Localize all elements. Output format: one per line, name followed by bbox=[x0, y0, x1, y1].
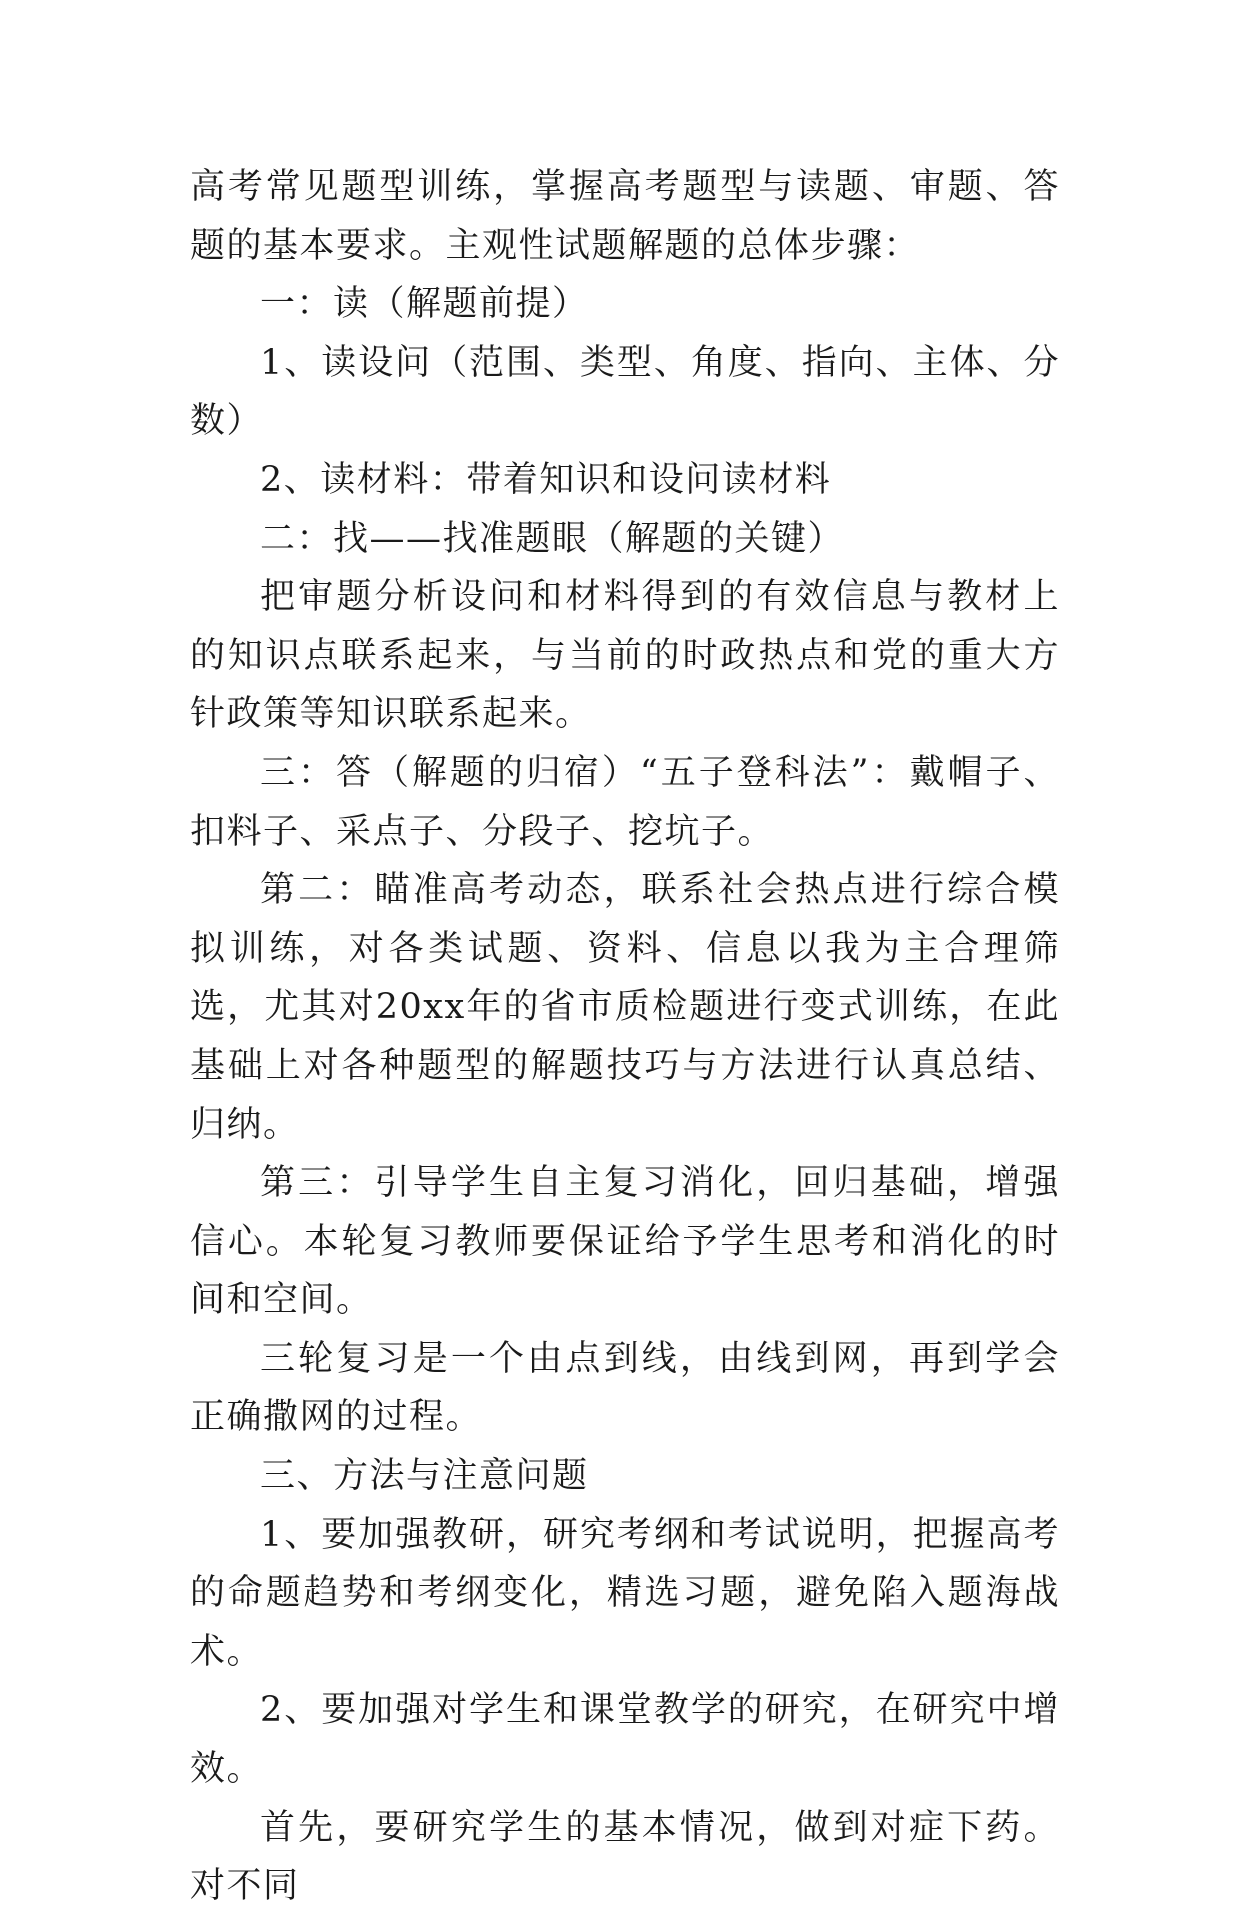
paragraph: 1、要加强教研，研究考纲和考试说明，把握高考的命题趋势和考纲变化，精选习题，避免陷入题海战术。 bbox=[190, 1514, 1060, 1672]
paragraph: 三轮复习是一个由点到线，由线到网，再到学会正确撒网的过程。 bbox=[190, 1338, 1060, 1438]
paragraph: 三：答（解题的归宿）“五子登科法”：戴帽子、扣料子、采点子、分段子、挖坑子。 bbox=[190, 752, 1060, 852]
paragraph: 1、读设问（范围、类型、角度、指向、主体、分数） bbox=[190, 342, 1060, 442]
paragraph: 第二：瞄准高考动态，联系社会热点进行综合模拟训练，对各类试题、资料、信息以我为主合理筛选，尤其对20xx年的省市质检题进行变式训练，在此基础上对各种题型的解题技巧与方法进行认真总结、归纳。 bbox=[190, 870, 1060, 1145]
paragraph: 二：找——找准题眼（解题的关键） bbox=[260, 518, 845, 559]
paragraph: 2、要加强对学生和课堂教学的研究，在研究中增效。 bbox=[190, 1690, 1060, 1790]
paragraph: 2、读材料：带着知识和设问读材料 bbox=[260, 459, 832, 500]
paragraph: 高考常见题型训练，掌握高考题型与读题、审题、答题的基本要求。主观性试题解题的总体步骤： bbox=[190, 167, 1060, 266]
document-body bbox=[190, 158, 1060, 1916]
paragraph: 三、方法与注意问题 bbox=[260, 1456, 589, 1497]
paragraph: 把审题分析设问和材料得到的有效信息与教材上的知识点联系起来，与当前的时政热点和党的重大方针政策等知识联系起来。 bbox=[190, 577, 1060, 735]
paragraph: 一：读（解题前提） bbox=[260, 284, 589, 325]
paragraph: 首先，要研究学生的基本情况，做到对症下药。对不同 bbox=[190, 1807, 1060, 1907]
paragraph: 第三：引导学生自主复习消化，回归基础，增强信心。本轮复习教师要保证给予学生思考和消化的时间和空间。 bbox=[190, 1163, 1060, 1321]
